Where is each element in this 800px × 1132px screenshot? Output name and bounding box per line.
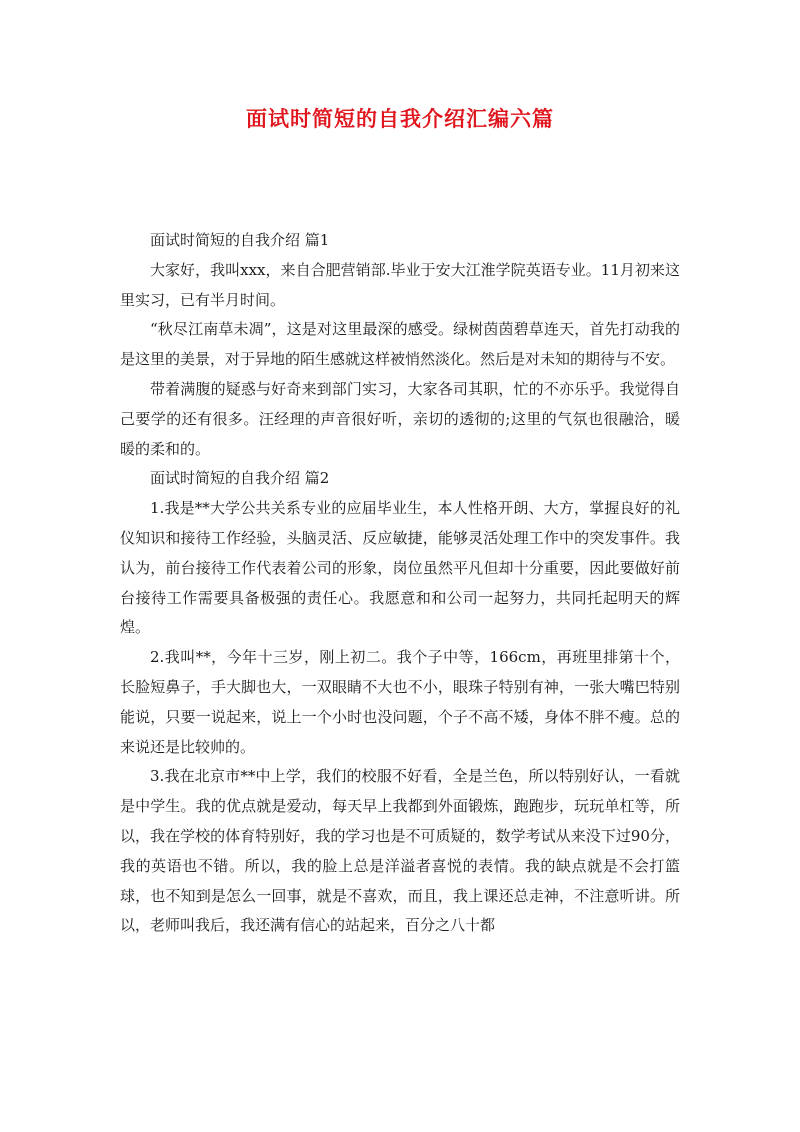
paragraph-2-3: 3.我在北京市**中上学，我们的校服不好看，全是兰色，所以特别好认，一看就是中学生。我的优点就是爱动，每天早上我都到外面锻炼，跑跑步，玩玩单杠等，所以，我在学校的体育特别好，我的学习也是不可质疑的，数学考试从来没下过90分，我的英语也不错。所以，我的脸上总是洋溢者喜悦的表情。我的缺点就是不会打篮球，也不知到是怎么一回事，就是不喜欢，而且，我上课还总走神，不注意听讲。所以，老师叫我后，我还满有信心的站起来，百分之八十都 [120, 767, 680, 935]
paragraph-2-2: 2.我叫**，今年十三岁，刚上初二。我个子中等，166cm，再班里排第十个，长脸短鼻子，手大脚也大，一双眼睛不大也不小，眼珠子特别有神，一张大嘴巴特别能说，只要一说起来，说上一个小时也没问题，个子不高不矮，身体不胖不瘦。总的来说还是比较帅的。 [120, 648, 680, 756]
paragraph-1-1: 大家好，我叫xxx，来自合肥营销部.毕业于安大江淮学院英语专业。11月初来这里实习，已有半月时间。 [120, 260, 680, 309]
paragraph-1-3: 带着满腹的疑惑与好奇来到部门实习，大家各司其职，忙的不亦乐乎。我觉得自己要学的还有很多。汪经理的声音很好听，亲切的透彻的;这里的气氛也很融洽，暖暖的柔和的。 [120, 379, 680, 458]
paragraph-1-2: “秋尽江南草未凋”，这是对这里最深的感受。绿树茵茵碧草连天，首先打动我的是这里的美景，对于异地的陌生感就这样被悄然淡化。然后是对未知的期待与不安。 [120, 320, 680, 369]
document-body [120, 226, 680, 941]
document-title: 面试时简短的自我介绍汇编六篇 [246, 106, 554, 131]
section-heading-2: 面试时简短的自我介绍 篇2 [150, 469, 330, 488]
section-heading-1: 面试时简短的自我介绍 篇1 [150, 231, 330, 249]
paragraph-2-1: 1.我是**大学公共关系专业的应届毕业生，本人性格开朗、大方，掌握良好的礼仪知识和接待工作经验，头脑灵活、反应敏捷，能够灵活处理工作中的突发事件。我认为，前台接待工作代表着公司的形象，岗位虽然平凡但却十分重要，因此要做好前台接待工作需要具备极强的责任心。我愿意和和公司一起努力，共同托起明天的辉煌。 [120, 499, 680, 637]
